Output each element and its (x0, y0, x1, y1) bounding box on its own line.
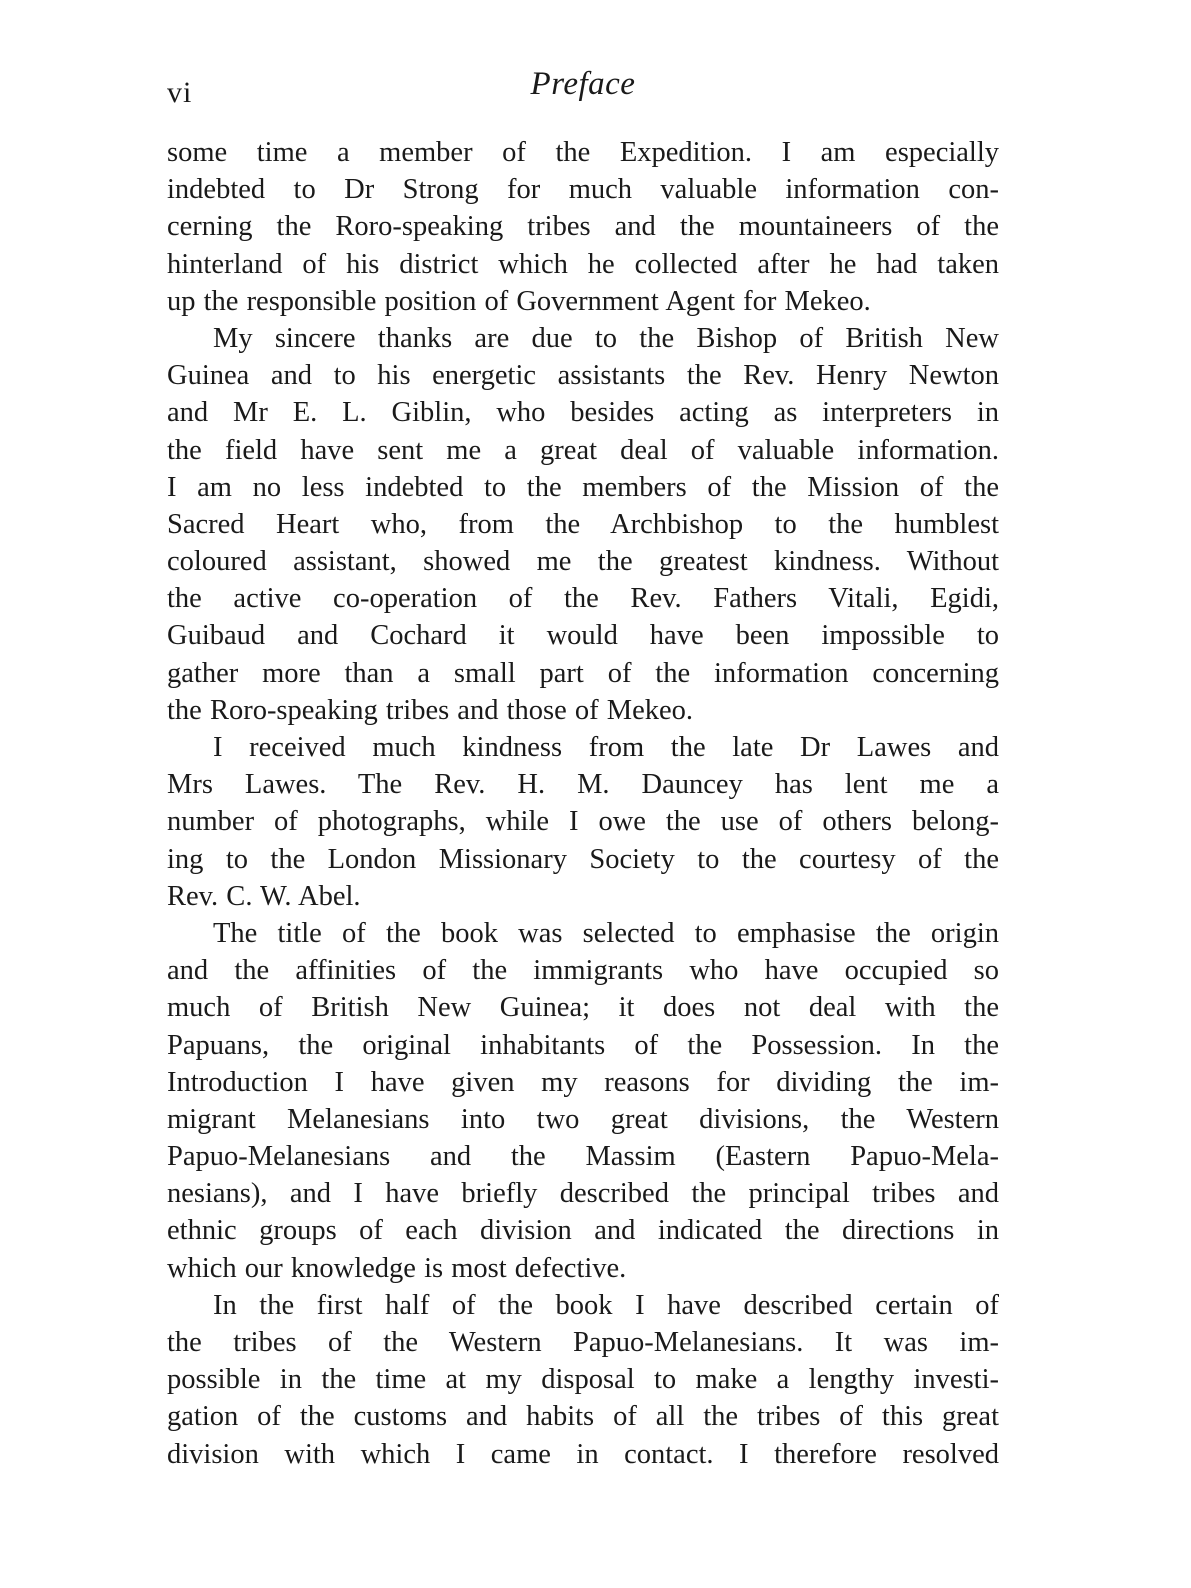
text-line: much of British New Guinea; it does not deal with the (167, 992, 999, 1024)
text-line: Mrs Lawes. The Rev. H. M. Dauncey has lent me a (167, 769, 999, 801)
text-line: the active co-operation of the Rev. Fathers Vitali, Egidi, (167, 583, 999, 615)
text-line: gation of the customs and habits of all the tribes of this great (167, 1401, 999, 1433)
text-line: coloured assistant, showed me the greatest kindness. Without (167, 546, 999, 578)
page-number: vi (167, 76, 193, 109)
text-line: Rev. C. W. Abel. (167, 880, 361, 912)
text-line: hinterland of his district which he collected after he had taken (167, 248, 999, 280)
text-line: division with which I came in contact. I therefore resolved (167, 1438, 999, 1470)
text-line: cerning the Roro-speaking tribes and the mountaineers of the (167, 211, 999, 243)
running-title: Preface (530, 66, 636, 102)
running-head (167, 66, 999, 114)
text-line: the tribes of the Western Papuo-Melanesians. It was im- (167, 1327, 999, 1358)
text-line: and Mr E. L. Giblin, who besides acting as interpreters in (167, 397, 999, 429)
text-line: some time a member of the Expedition. I am especially (167, 137, 999, 168)
text-line: Papuo-Melanesians and the Massim (Eastern Papuo-Mela- (167, 1141, 999, 1173)
text-line: number of photographs, while I owe the use of others belong- (167, 806, 999, 838)
text-line: migrant Melanesians into two great divisions, the Western (167, 1103, 999, 1135)
text-line: Introduction I have given my reasons for dividing the im- (167, 1066, 999, 1098)
text-line: the Roro-speaking tribes and those of Mekeo. (167, 694, 693, 726)
text-line: indebted to Dr Strong for much valuable information con- (167, 174, 999, 206)
text-line: Sacred Heart who, from the Archbishop to the humblest (167, 508, 999, 540)
text-line: Guibaud and Cochard it would have been impossible to (167, 620, 999, 652)
text-line: the field have sent me a great deal of valuable information. (167, 434, 999, 466)
text-line: possible in the time at my disposal to make a lengthy investi- (167, 1364, 999, 1396)
text-line: Guinea and to his energetic assistants the Rev. Henry Newton (167, 360, 999, 392)
text-line: In the first half of the book I have described certain of (213, 1289, 999, 1321)
text-line: The title of the book was selected to emphasise the origin (213, 917, 999, 949)
text-line: nesians), and I have briefly described the principal tribes and (167, 1178, 999, 1210)
text-line: I received much kindness from the late Dr Lawes and (213, 732, 999, 763)
text-line: up the responsible position of Government Agent for Mekeo. (167, 285, 871, 317)
text-line: ethnic groups of each division and indicated the directions in (167, 1215, 999, 1247)
text-line: gather more than a small part of the information concerning (167, 657, 999, 689)
text-line: ing to the London Missionary Society to the courtesy of the (167, 843, 999, 875)
text-line: Papuans, the original inhabitants of the Possession. In the (167, 1029, 999, 1061)
text-line: My sincere thanks are due to the Bishop of British New (213, 322, 999, 354)
text-line: I am no less indebted to the members of the Mission of the (167, 471, 999, 503)
body-text (167, 134, 999, 1473)
text-line: and the affinities of the immigrants who have occupied so (167, 955, 999, 987)
text-line: which our knowledge is most defective. (167, 1252, 627, 1284)
